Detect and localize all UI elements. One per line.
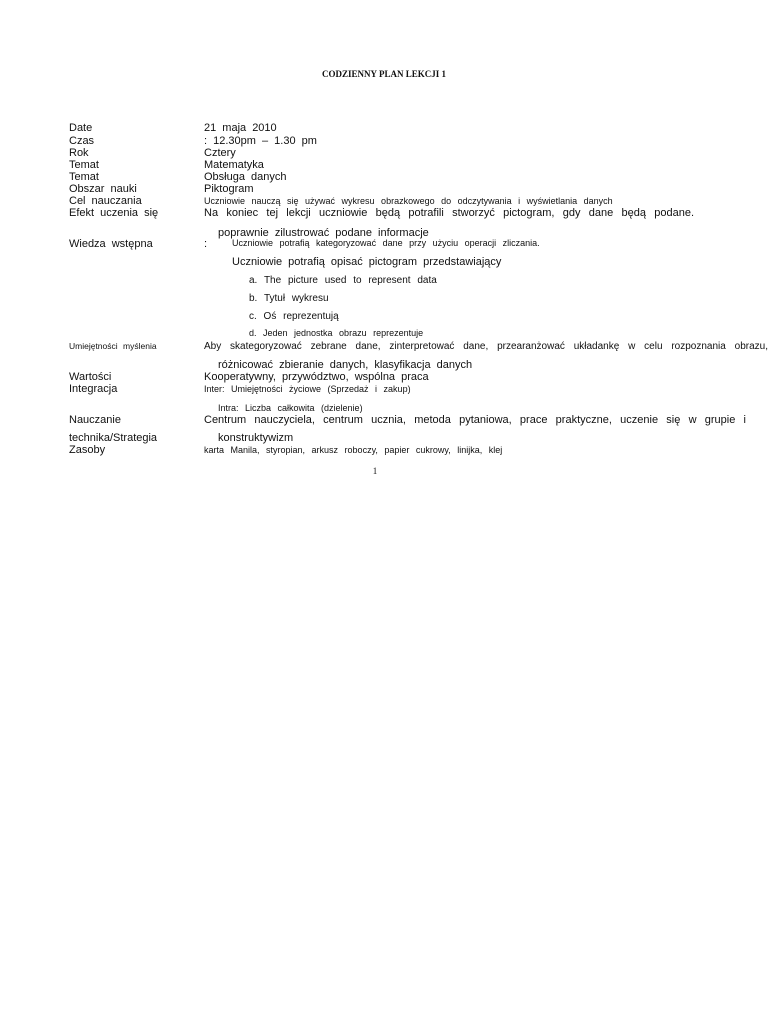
label-date: Date <box>69 122 93 134</box>
value-thinking-line2: różnicować zbieranie danych, klasyfikacja danych <box>218 359 473 371</box>
label-year: Rok <box>69 147 89 159</box>
value-area: Piktogram <box>204 183 254 195</box>
page-title: CODZIENNY PLAN LEKCJI 1 <box>322 69 446 79</box>
label-subject: Temat <box>69 159 99 171</box>
value-prior-line1: Uczniowie potrafią kategoryzować dane przy użyciu operacji zliczania. <box>232 238 540 248</box>
value-year: Cztery <box>204 147 236 159</box>
label-topic: Temat <box>69 171 99 183</box>
label-time: Czas <box>69 135 95 147</box>
label-outcome: Efekt uczenia się <box>69 207 159 219</box>
value-prior-line2: Uczniowie potrafią opisać pictogram przedstawiający <box>232 256 502 268</box>
label-thinking-skills: Umiejętności myślenia <box>69 341 157 351</box>
value-subject: Matematyka <box>204 159 264 171</box>
label-prior-knowledge: Wiedza wstępna <box>69 238 153 250</box>
list-item: c. Oś reprezentują <box>249 311 339 322</box>
value-objective: Uczniowie nauczą się używać wykresu obrazkowego do odczytywania i wyświetlania danych <box>204 196 613 206</box>
label-integration: Integracja <box>69 383 118 395</box>
value-integration-line1: Inter: Umiejętności życiowe (Sprzedaż i zakup) <box>204 384 411 394</box>
list-item: d. Jeden jednostka obrazu reprezentuje <box>249 328 424 338</box>
label-teaching-strategy: technika/Strategia <box>69 432 158 444</box>
value-teaching-line2: konstruktywizm <box>218 432 294 444</box>
list-item: a. The picture used to represent data <box>249 275 437 286</box>
value-prior-colon: : <box>204 238 208 250</box>
value-time: : 12.30pm – 1.30 pm <box>204 135 317 147</box>
list-item: b. Tytuł wykresu <box>249 293 329 304</box>
value-resources: karta Manila, styropian, arkusz roboczy, papier cukrowy, linijka, klej <box>204 445 503 455</box>
value-outcome-line2: poprawnie zilustrować podane informacje <box>218 227 429 239</box>
value-thinking-line1: Aby skategoryzować zebrane dane, zinterpretować dane, przearanżować układankę w celu rozpoznania obrazu, <box>204 341 768 352</box>
label-resources: Zasoby <box>69 444 106 456</box>
label-values: Wartości <box>69 371 112 383</box>
value-outcome-line1: Na koniec tej lekcji uczniowie będą potrafili stworzyć pictogram, gdy dane będą podane. <box>204 207 694 219</box>
page-number: 1 <box>372 466 378 476</box>
value-values: Kooperatywny, przywództwo, wspólna praca <box>204 371 429 383</box>
value-topic: Obsługa danych <box>204 171 287 183</box>
value-integration-line2: Intra: Liczba całkowita (dzielenie) <box>218 403 363 413</box>
label-objective: Cel nauczania <box>69 195 142 207</box>
value-teaching-line1: Centrum nauczyciela, centrum ucznia, metoda pytaniowa, prace praktyczne, uczenie się w grupie i <box>204 414 746 426</box>
label-teaching: Nauczanie <box>69 414 121 426</box>
label-area: Obszar nauki <box>69 183 137 195</box>
value-date: 21 maja 2010 <box>204 122 277 134</box>
